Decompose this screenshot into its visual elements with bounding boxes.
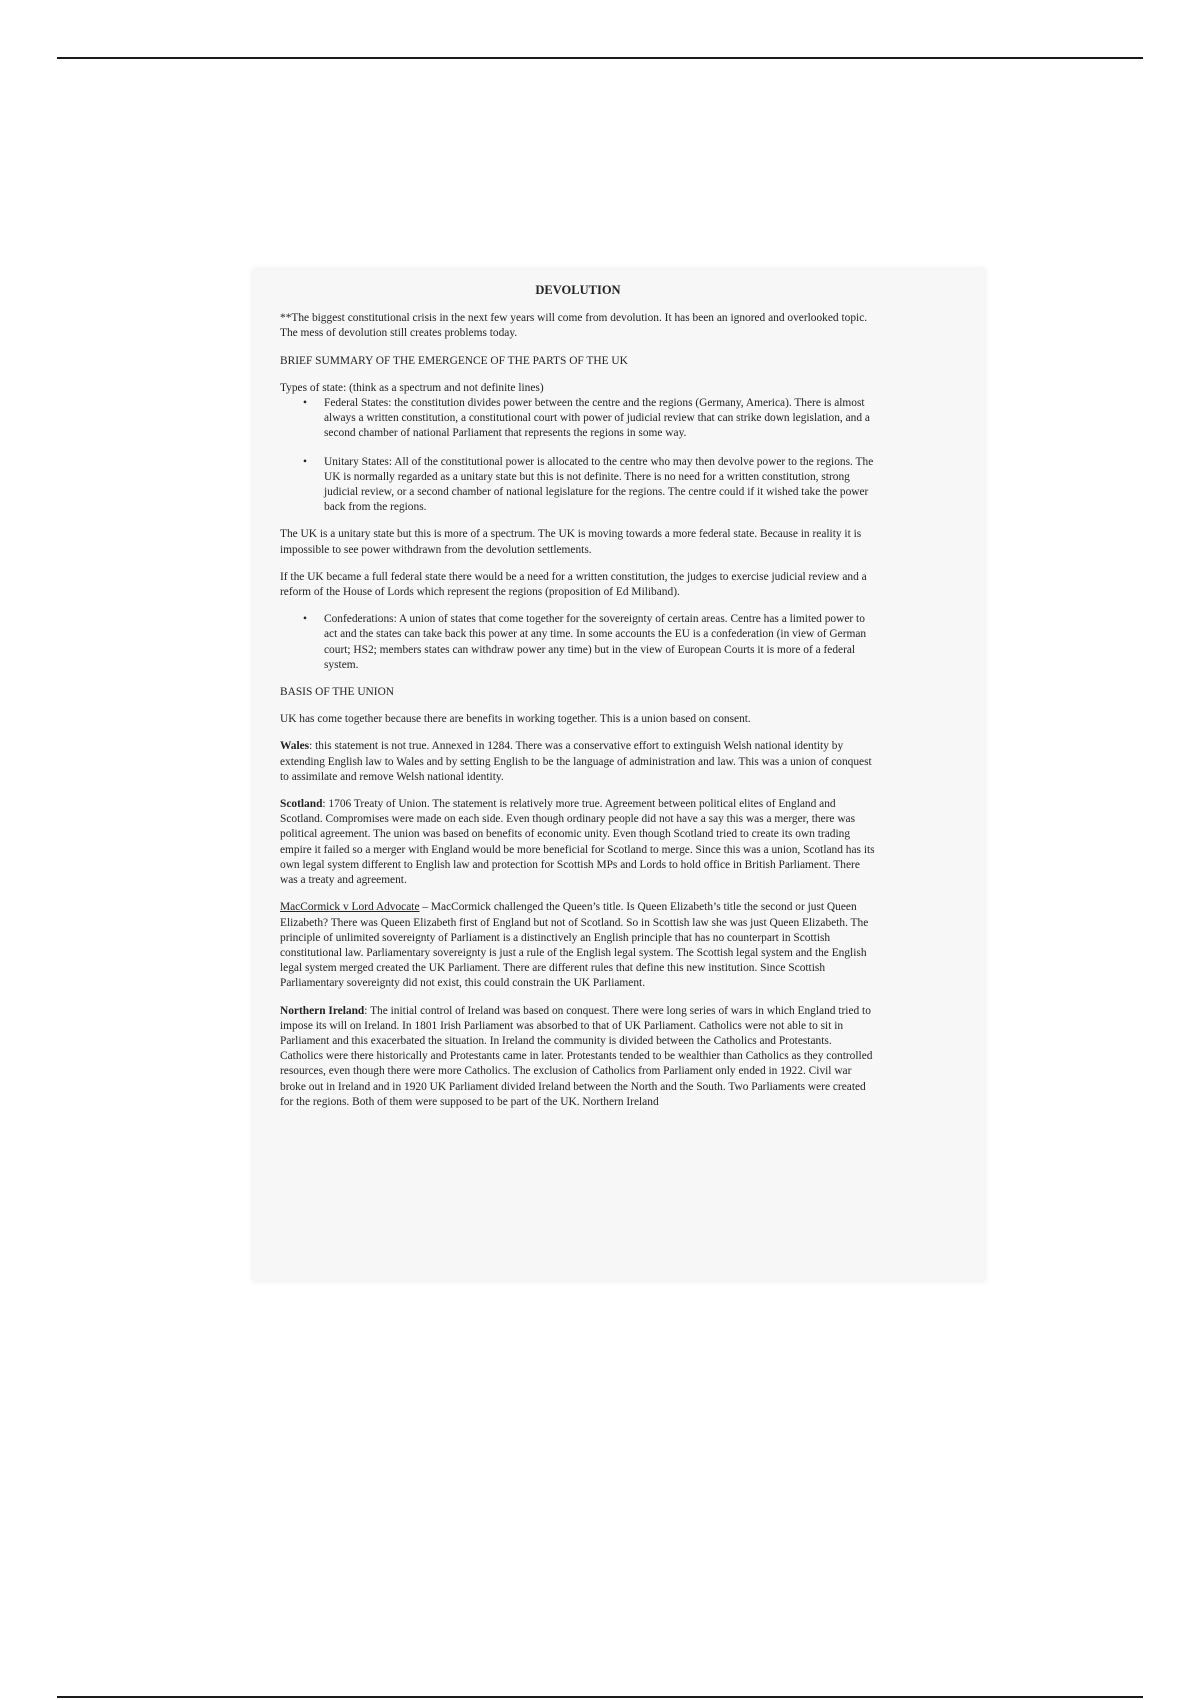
northern-ireland-text: : The initial control of Ireland was based on conquest. There were long series of wars in which England tried to impose its will on Ireland. In 1801 Irish Parliament was absorbed to that of UK Parliament. Catholics were not able to sit in Parliament and this exacerbated the situation. In Ireland the community is divided between the Catholics and Protestants. Catholics were there historically and Protestants came in later. Protestants tended to be wealthier than Catholics as they controlled resources, even though there were more Catholics. The exclusion of Catholics from Parliament only ended in 1922. Civil war broke out in Ireland and in 1920 UK Parliament divided Ireland between the North and the South. Two Parliaments were created for the regions. Both of them were supposed to be part of the UK. Northern Ireland <box>280 1004 873 1108</box>
northern-ireland-paragraph <box>280 1004 876 1110</box>
types-of-state-intro: Types of state: (think as a spectrum and not definite lines) <box>280 381 544 394</box>
wales-text: : this statement is not true. Annexed in 1284. There was a conservative effort to extinguish Welsh national identity by extending English law to Wales and by setting English to be the language of administration and law. This was a union of conquest to assimilate and remove Welsh national identity. <box>280 740 872 783</box>
section-heading-summary: BRIEF SUMMARY OF THE EMERGENCE OF THE PARTS OF THE UK <box>280 354 628 367</box>
confederation-list <box>280 612 876 673</box>
state-types-list <box>280 396 876 515</box>
wales-label: Wales <box>280 740 310 753</box>
maccormick-text: – MacCormick challenged the Queen’s title. Is Queen Elizabeth’s title the second or just Queen Elizabeth? There was Queen Elizabeth first of England but not of Scotland. So in Scottish law she was just Queen Elizabeth. The principle of unlimited sovereignty of Parliament is a distinctively an English principle that has no counterpart in Scottish constitutional law. Parliamentary sovereignty is just a rule of the English legal system. The Scottish legal system and the English legal system merged created the UK Parliament. There are different rules that define this new institution. Since Scottish Parliamentary sovereignty did not exist, this could constrain the UK Parliament. <box>280 901 869 990</box>
northern-ireland-label: Northern Ireland <box>280 1004 365 1017</box>
section-heading-basis: BASIS OF THE UNION <box>280 686 395 699</box>
maccormick-paragraph <box>280 900 876 991</box>
bullet-unitary-states: • Unitary States: All of the constitutional power is allocated to the centre who may then devolve power to the regions. The UK is normally regarded as a unitary state but this is not definite. There is no need for a written constitution, strong judicial review, or a second chamber of national legislature for the regions. The centre could if it wished take the power back from the regions. <box>324 455 876 516</box>
bullet-confederations: • Confederations: A union of states that come together for the sovereignty of certain areas. Centre has a limited power to act and the states can take back this power at any time. In some accounts the EU is a confederation (in view of German court; HS2; members states can withdraw power any time) but in the view of European Courts it is more of a federal system. <box>324 612 876 673</box>
bottom-divider <box>57 1696 1143 1698</box>
scotland-label: Scotland <box>280 798 323 811</box>
intro-paragraph: **The biggest constitutional crisis in the next few years will come from devolution. It has been an ignored and overlooked topic. The mess of devolution still creates problems today. <box>280 312 868 340</box>
spectrum-paragraph: The UK is a unitary state but this is more of a spectrum. The UK is moving towards a more federal state. Because in reality it is impossible to see power withdrawn from the devolution settlements. <box>280 528 862 556</box>
document-content <box>280 283 876 1122</box>
scotland-paragraph <box>280 797 876 888</box>
bullet-federal-states: • Federal States: the constitution divides power between the centre and the regions (Germany, America). There is almost always a written constitution, a constitutional court with power of judicial review that can strike down legislation, and a second chamber of national Parliament that represents the regions in some way. <box>324 396 876 442</box>
maccormick-case-name: MacCormick v Lord Advocate <box>280 901 420 914</box>
consent-paragraph: UK has come together because there are benefits in working together. This is a union based on consent. <box>280 713 751 726</box>
scotland-text: : 1706 Treaty of Union. The statement is relatively more true. Agreement between political elites of England and Scotland. Compromises were made on each side. Even though ordinary people did not have a say this was a merger, there was political agreement. The union was based on benefits of economic unity. Even though Scotland tried to create its own trading empire it failed so a merger with England would be more beneficial for Scotland to merge. Since this was a union, Scotland has its own legal system different to English law and protection for Scottish MPs and Lords to hold office in British Parliament. There was a treaty and agreement. <box>280 798 875 887</box>
federal-state-paragraph: If the UK became a full federal state there would be a need for a written constitution, the judges to exercise judicial review and a reform of the House of Lords which represent the regions (proposition of Ed Miliband). <box>280 570 867 599</box>
wales-paragraph <box>280 739 876 785</box>
top-divider <box>57 57 1143 59</box>
document-title: DEVOLUTION <box>535 283 621 297</box>
